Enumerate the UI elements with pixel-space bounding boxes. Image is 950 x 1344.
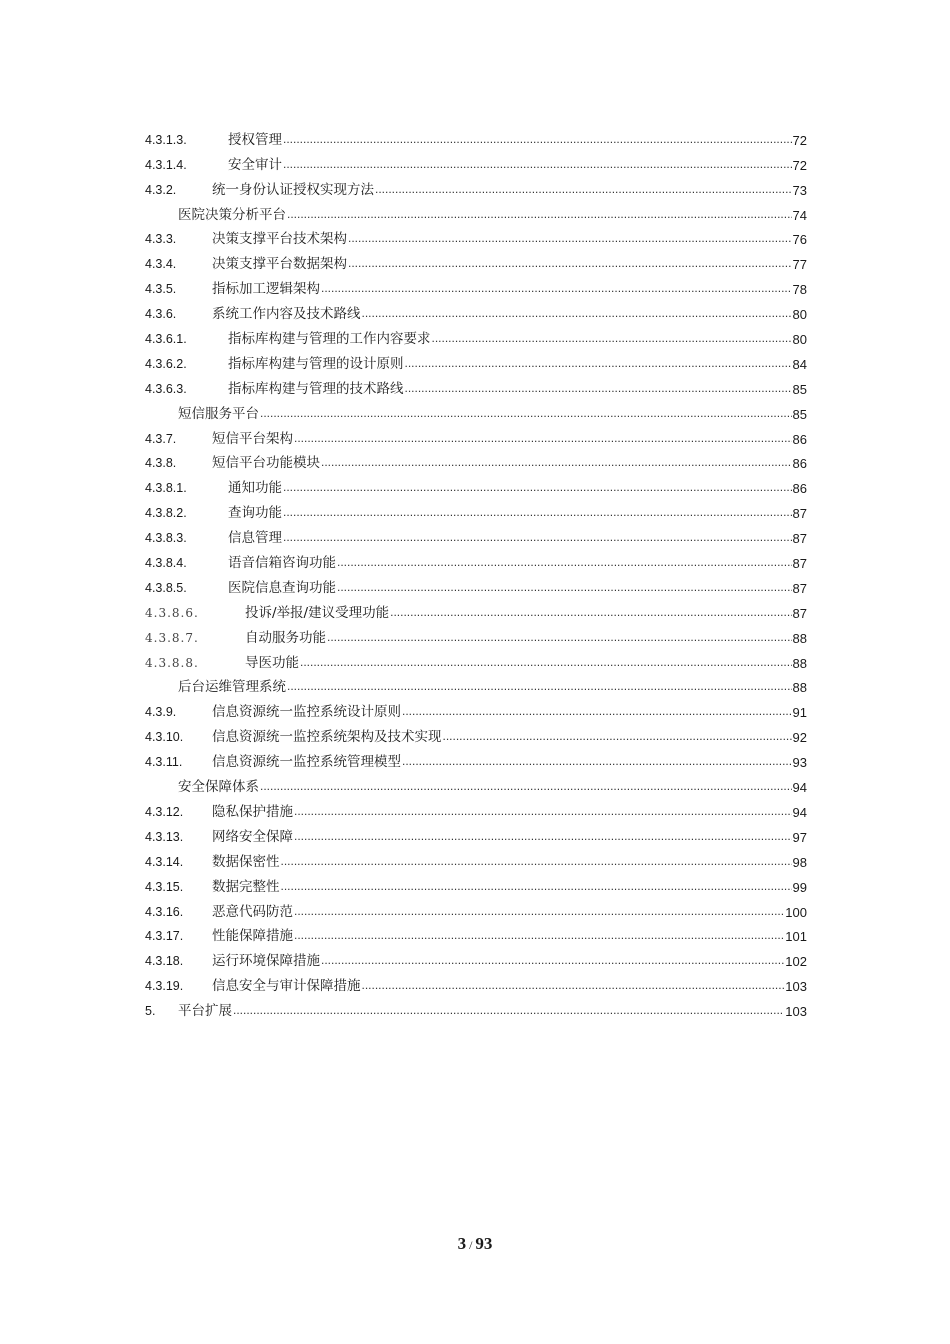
toc-entry[interactable]: [145, 423, 807, 448]
dot-leader: [294, 903, 784, 920]
toc-entry-title: 语音信箱咨询功能: [228, 555, 336, 572]
dot-leader: [362, 977, 785, 994]
toc-entry[interactable]: [145, 547, 807, 572]
toc-entry-title: 通知功能: [228, 480, 282, 497]
toc-entry-page: 103: [785, 1004, 807, 1020]
toc-entry-title: 授权管理: [228, 131, 282, 148]
dot-leader: [281, 853, 792, 870]
toc-entry[interactable]: [145, 597, 807, 622]
toc-entry-page: 78: [792, 282, 807, 298]
toc-entry-page: 87: [792, 605, 807, 621]
toc-entry-page: 84: [792, 356, 807, 372]
toc-entry[interactable]: [145, 448, 807, 473]
toc-entry-page: 88: [792, 655, 807, 671]
dot-leader: [337, 579, 792, 596]
dot-leader: [432, 330, 792, 347]
dot-leader: [287, 678, 792, 695]
toc-entry-title: 指标加工逻辑架构: [212, 281, 320, 298]
toc-entry[interactable]: [145, 248, 807, 273]
dot-leader: [321, 280, 792, 297]
toc-entry[interactable]: [145, 821, 807, 846]
toc-entry[interactable]: [145, 124, 807, 149]
toc-entry-number: 4.3.13.: [145, 829, 184, 844]
dot-leader: [348, 255, 792, 272]
toc-entry-title: 投诉/举报/建议受理功能: [245, 604, 390, 621]
toc-entry-title: 信息资源统一监控系统架构及技术实现: [212, 729, 442, 746]
dot-leader: [402, 703, 792, 720]
toc-entry[interactable]: [145, 373, 807, 398]
toc-entry-title: 隐私保护措施: [212, 803, 293, 820]
toc-entry-title: 导医功能: [245, 654, 299, 671]
toc-entry-number: 4.3.5.: [145, 282, 177, 297]
dot-leader: [402, 753, 792, 770]
toc-entry-page: 87: [792, 556, 807, 572]
toc-entry-page: 86: [792, 481, 807, 497]
toc-entry-number: 5.: [145, 1004, 156, 1019]
dot-leader: [294, 927, 784, 944]
dot-leader: [283, 504, 792, 521]
toc-entry[interactable]: [145, 348, 807, 373]
toc-entry-number: 4.3.8.: [145, 456, 177, 471]
toc-entry-page: 94: [792, 804, 807, 820]
toc-entry-title: 指标库构建与管理的工作内容要求: [228, 331, 431, 348]
toc-entry[interactable]: [145, 199, 807, 224]
toc-entry[interactable]: [145, 572, 807, 597]
toc-entry-title: 指标库构建与管理的设计原则: [228, 355, 404, 372]
toc-entry-title: 信息管理: [228, 530, 282, 547]
toc-entry-page: 86: [792, 456, 807, 472]
toc-entry-page: 93: [792, 755, 807, 771]
toc-entry[interactable]: [145, 945, 807, 970]
dot-leader: [294, 430, 792, 447]
toc-entry-title: 短信服务平台: [178, 405, 259, 422]
toc-entry[interactable]: [145, 721, 807, 746]
toc-entry-number: 4.3.17.: [145, 929, 184, 944]
toc-entry-title: 信息资源统一监控系统设计原则: [212, 704, 401, 721]
toc-entry[interactable]: [145, 970, 807, 995]
dot-leader: [375, 181, 792, 198]
toc-entry-page: 94: [792, 780, 807, 796]
toc-entry-number: 4.3.3.: [145, 232, 177, 247]
dot-leader: [362, 305, 792, 322]
toc-entry-number: 4.3.4.: [145, 257, 177, 272]
dot-leader: [294, 803, 792, 820]
toc-entry-page: 92: [792, 730, 807, 746]
toc-entry[interactable]: [145, 149, 807, 174]
toc-entry-title: 查询功能: [228, 505, 282, 522]
toc-entry-title: 统一身份认证授权实现方法: [212, 181, 374, 198]
toc-entry-number: 4.3.6.: [145, 307, 177, 322]
toc-entry-number: 4.3.8.5.: [145, 580, 187, 595]
toc-entry-title: 决策支撑平台数据架构: [212, 256, 347, 273]
dot-leader: [321, 454, 792, 471]
toc-entry[interactable]: [145, 273, 807, 298]
toc-entry[interactable]: [145, 746, 807, 771]
toc-entry-title: 决策支撑平台技术架构: [212, 231, 347, 248]
toc-entry-number: 4.3.8.7.: [145, 630, 199, 645]
toc-entry-page: 88: [792, 680, 807, 696]
toc-entry-number: 4.3.6.2.: [145, 356, 187, 371]
toc-entry[interactable]: [145, 522, 807, 547]
toc-entry-page: 91: [792, 705, 807, 721]
toc-entry-page: 86: [792, 431, 807, 447]
toc-entry-number: 4.3.19.: [145, 979, 184, 994]
toc-entry-title: 系统工作内容及技术路线: [212, 306, 361, 323]
toc-entry-page: 76: [792, 232, 807, 248]
dot-leader: [294, 828, 792, 845]
toc-entry-page: 100: [785, 904, 807, 920]
toc-entry-title: 数据完整性: [212, 878, 280, 895]
toc-entry-number: 4.3.18.: [145, 954, 184, 969]
toc-entry-title: 数据保密性: [212, 853, 280, 870]
toc-entry-title: 后台运维管理系统: [178, 679, 286, 696]
toc-entry[interactable]: [145, 622, 807, 647]
toc-entry-number: 4.3.1.4.: [145, 157, 187, 172]
toc-entry-page: 73: [792, 182, 807, 198]
toc-entry[interactable]: [145, 995, 807, 1020]
toc-entry[interactable]: [145, 472, 807, 497]
page-number: [0, 1234, 950, 1254]
toc-entry-page: 87: [792, 506, 807, 522]
toc-entry[interactable]: [145, 647, 807, 672]
toc-entry[interactable]: [145, 796, 807, 821]
toc-entry-number: 4.3.1.3.: [145, 132, 187, 147]
dot-leader: [260, 778, 792, 795]
dot-leader: [337, 554, 792, 571]
toc-entry-title: 运行环境保障措施: [212, 953, 320, 970]
toc-entry-page: 102: [785, 954, 807, 970]
toc-entry-title: 医院信息查询功能: [228, 579, 336, 596]
toc-entry-number: 4.3.16.: [145, 904, 184, 919]
toc-entry-page: 87: [792, 531, 807, 547]
toc-entry-number: 4.3.8.1.: [145, 481, 187, 496]
dot-leader: [348, 230, 792, 247]
toc-entry-number: 4.3.7.: [145, 431, 177, 446]
toc-entry-title: 安全审计: [228, 156, 282, 173]
toc-entry-title: 信息安全与审计保障措施: [212, 978, 361, 995]
dot-leader: [405, 355, 792, 372]
toc-entry-title: 信息资源统一监控系统管理模型: [212, 754, 401, 771]
toc-entry[interactable]: [145, 497, 807, 522]
toc-entry-title: 恶意代码防范: [212, 903, 293, 920]
toc-entry-number: 4.3.14.: [145, 854, 184, 869]
dot-leader: [260, 405, 792, 422]
toc-entry-title: 自动服务功能: [245, 629, 326, 646]
dot-leader: [283, 131, 792, 148]
dot-leader: [300, 654, 792, 671]
toc-entry-title: 指标库构建与管理的技术路线: [228, 380, 404, 397]
toc-entry-number: 4.3.8.8.: [145, 655, 199, 670]
toc-entry-number: 4.3.11.: [145, 755, 183, 770]
toc-entry-title: 安全保障体系: [178, 779, 259, 796]
dot-leader: [390, 604, 791, 621]
toc-entry-number: 4.3.6.1.: [145, 332, 187, 347]
toc-entry-number: 4.3.2.: [145, 182, 177, 197]
toc-entry-page: 80: [792, 332, 807, 348]
dot-leader: [233, 1002, 784, 1019]
toc-entry[interactable]: [145, 871, 807, 896]
toc-entry[interactable]: [145, 921, 807, 946]
total-pages: 93: [475, 1234, 493, 1253]
toc-entry-page: 98: [792, 854, 807, 870]
toc-entry[interactable]: [145, 696, 807, 721]
toc-entry-page: 80: [792, 307, 807, 323]
dot-leader: [283, 529, 792, 546]
dot-leader: [405, 380, 792, 397]
toc-entry-title: 短信平台架构: [212, 430, 293, 447]
toc-entry[interactable]: [145, 174, 807, 199]
toc-entry-page: 74: [792, 207, 807, 223]
toc-entry-page: 99: [792, 879, 807, 895]
toc-entry-page: 72: [792, 157, 807, 173]
toc-entry-number: 4.3.10.: [145, 730, 184, 745]
toc-entry-title: 短信平台功能模块: [212, 455, 320, 472]
toc-entry-number: 4.3.6.3.: [145, 381, 187, 396]
toc-entry-page: 77: [792, 257, 807, 273]
toc-entry-number: 4.3.8.6.: [145, 605, 199, 620]
toc-entry-number: 4.3.8.4.: [145, 556, 187, 571]
dot-leader: [281, 878, 792, 895]
toc-entry-title: 性能保障措施: [212, 928, 293, 945]
toc-entry-number: 4.3.15.: [145, 879, 184, 894]
toc-entry-page: 97: [792, 829, 807, 845]
dot-leader: [321, 952, 784, 969]
toc-entry-page: 87: [792, 580, 807, 596]
toc-entry-number: 4.3.12.: [145, 804, 184, 819]
current-page: 3: [457, 1234, 467, 1253]
toc-entry-page: 85: [792, 381, 807, 397]
dot-leader: [283, 156, 792, 173]
toc-entry-page: 72: [792, 132, 807, 148]
toc-entry-number: 4.3.8.3.: [145, 531, 187, 546]
page-separator: /: [469, 1238, 473, 1252]
toc-entry-title: 平台扩展: [178, 1003, 232, 1020]
toc-entry[interactable]: [145, 323, 807, 348]
toc-entry-page: 88: [792, 630, 807, 646]
toc-entry-page: 103: [785, 979, 807, 995]
toc-entry-title: 网络安全保障: [212, 828, 293, 845]
toc-entry-title: 医院决策分析平台: [178, 206, 286, 223]
toc-entry-number: 4.3.8.2.: [145, 506, 187, 521]
toc-entry[interactable]: [145, 672, 807, 697]
toc-entry[interactable]: [145, 298, 807, 323]
toc-entry[interactable]: [145, 398, 807, 423]
toc-entry[interactable]: [145, 771, 807, 796]
table-of-contents: [145, 124, 807, 1020]
dot-leader: [443, 728, 792, 745]
dot-leader: [287, 206, 792, 223]
dot-leader: [283, 479, 792, 496]
toc-entry-page: 101: [785, 929, 807, 945]
toc-entry-page: 85: [792, 406, 807, 422]
toc-entry[interactable]: [145, 846, 807, 871]
toc-entry-number: 4.3.9.: [145, 705, 177, 720]
dot-leader: [327, 629, 792, 646]
toc-entry[interactable]: [145, 224, 807, 249]
toc-entry[interactable]: [145, 896, 807, 921]
